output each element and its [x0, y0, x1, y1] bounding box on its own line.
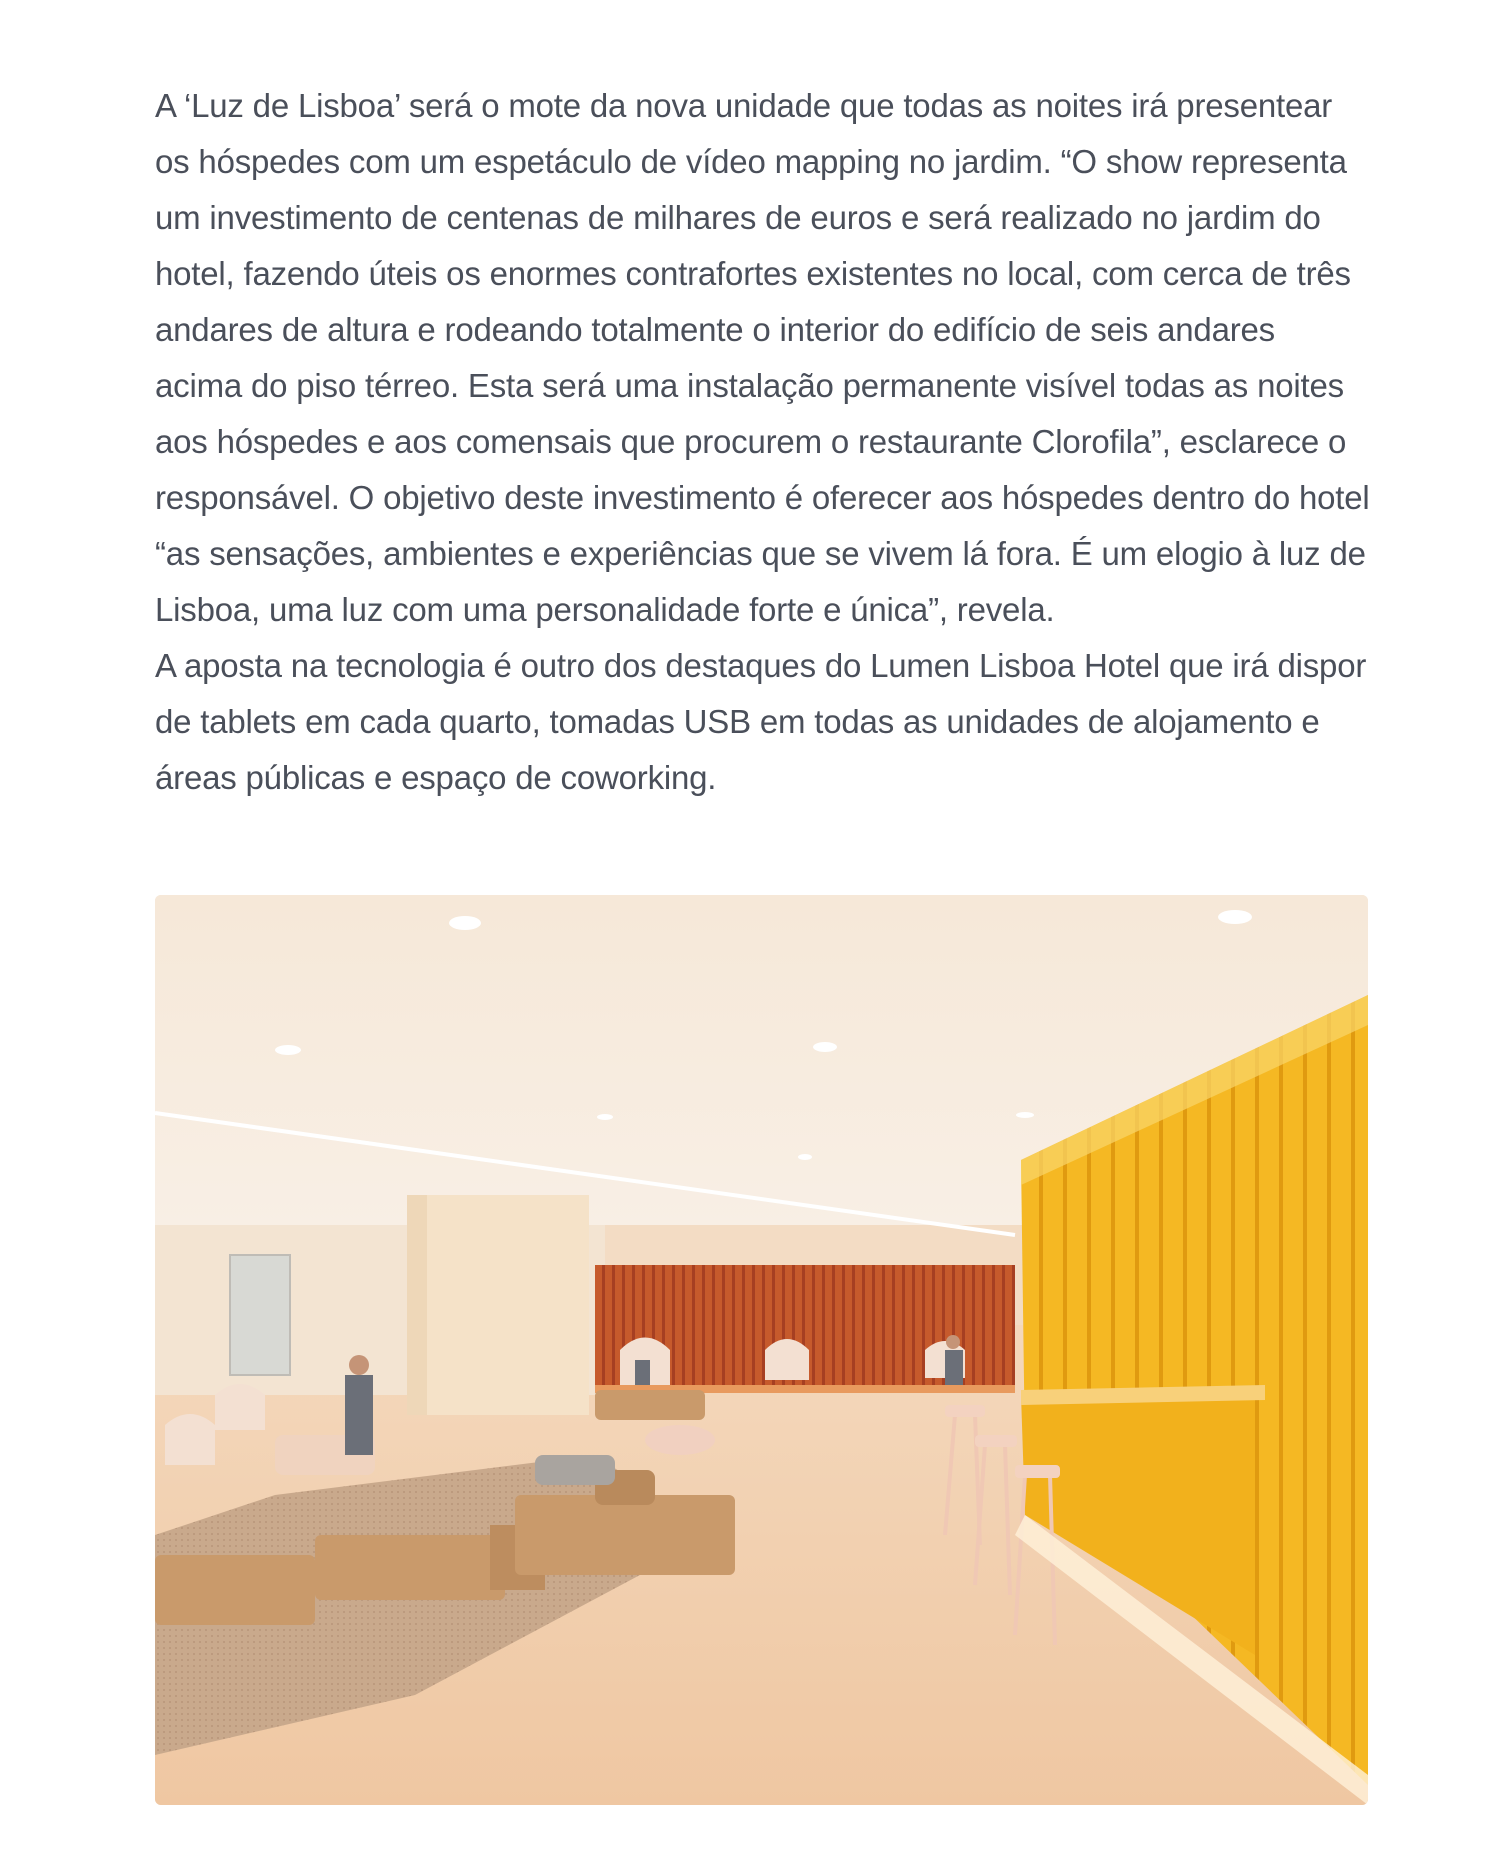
article-paragraph-2: A aposta na tecnologia é outro dos destaques do Lumen Lisboa Hotel que irá dispor de tablets em cada quarto, tomadas USB em todas as unidades de alojamento e áreas públicas e espaço de coworking. [155, 647, 1367, 796]
article-body [155, 78, 1370, 806]
article-paragraph-1: A ‘Luz de Lisboa’ será o mote da nova unidade que todas as noites irá presentear os hóspedes com um espetáculo de vídeo mapping no jardim. “O show representa um investimento de centenas de milhares de euros e será realizado no jardim do hotel, fazendo úteis os enormes contrafortes existentes no local, com cerca de três andares de altura e rodeando totalmente o interior do edifício de seis andares acima do piso térreo. Esta será uma instalação permanente visível todas as noites aos hóspedes e aos comensais que procurem o restaurante Clorofila”, esclarece o responsável. O objetivo deste investimento é oferecer aos hóspedes dentro do hotel “as sensações, ambientes e experiências que se vivem lá fora. É um elogio à luz de Lisboa, uma luz com uma personalidade forte e única”, revela. [155, 87, 1370, 628]
hotel-lobby-image [155, 895, 1368, 1805]
hotel-lobby-illustration [155, 895, 1368, 1805]
